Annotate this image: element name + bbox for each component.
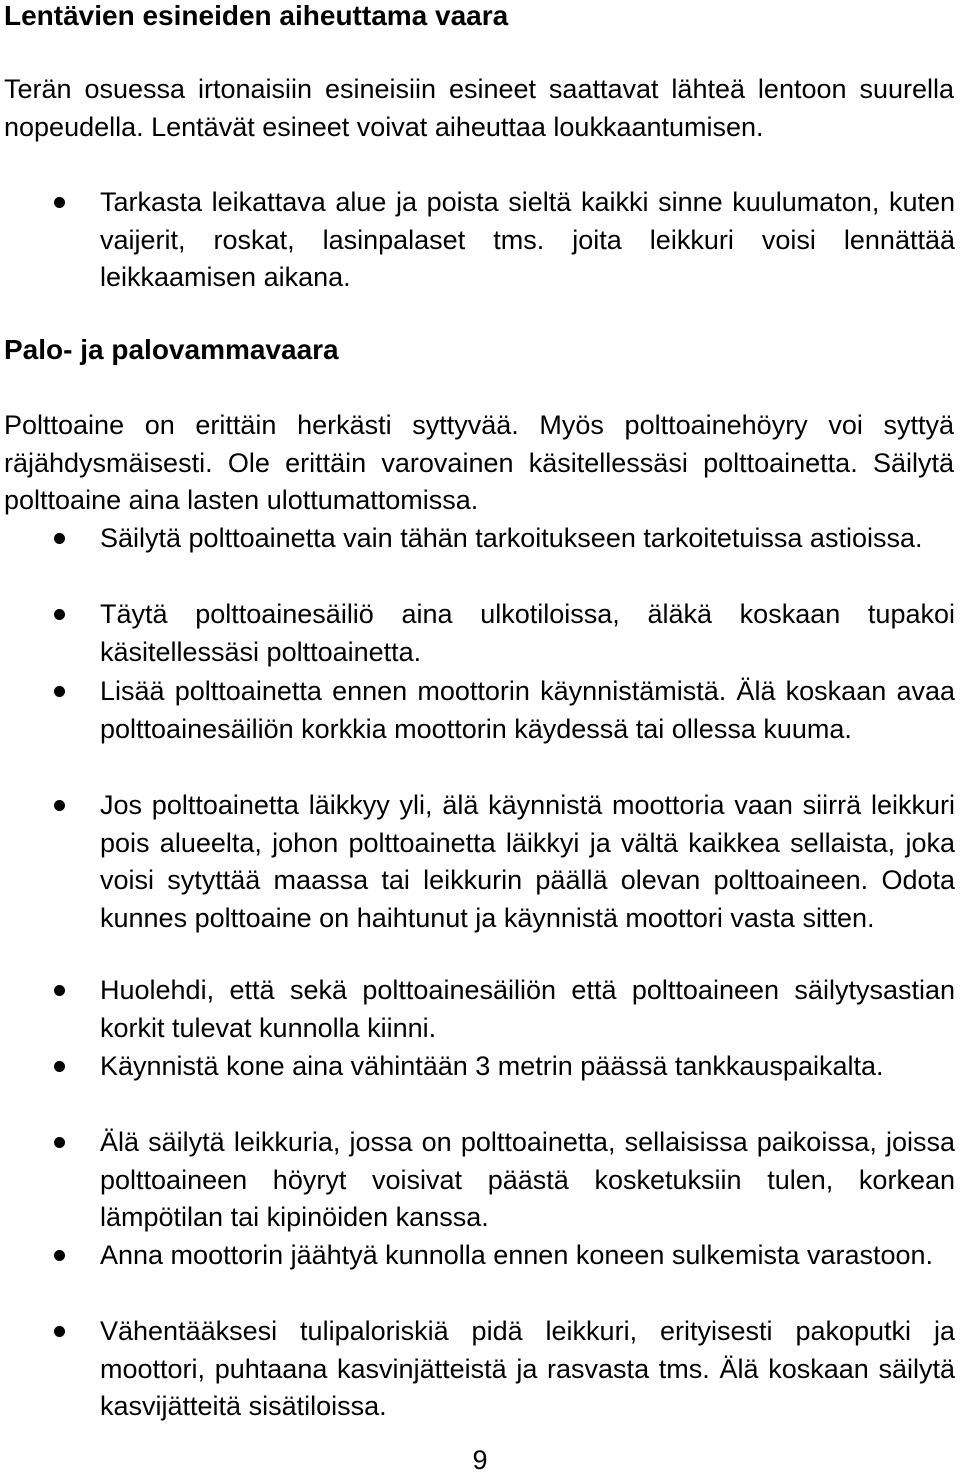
bullet-icon	[54, 1326, 65, 1337]
bullet-icon	[54, 1137, 65, 1148]
list-item	[100, 1313, 955, 1426]
list-item	[100, 673, 955, 748]
bullet-icon	[54, 686, 65, 697]
list-item-text: Täytä polttoainesäiliö aina ulkotiloissa, äläkä koskaan tupakoi käsitellessäsi polttoainetta.	[100, 599, 955, 667]
paragraph-fire-hazard: Polttoaine on erittäin herkästi syttyvää. Myös polttoainehöyry voi syttyä räjähdysmäisesti. Ole erittäin varovainen käsitellessäsi polttoainetta. Säilytä polttoaine aina lasten ulottumattomissa.	[4, 410, 954, 515]
page-number: 9	[472, 1445, 488, 1475]
list-item-text: Säilytä polttoainetta vain tähän tarkoitukseen tarkoitetuissa astioissa.	[100, 523, 923, 553]
list-item-text: Jos polttoainetta läikkyy yli, älä käynnistä moottoria vaan siirrä leikkuri pois alueelta, johon polttoainetta läikkyi ja vältä kaikkea sellaista, joka voisi sytyttää maassa tai leikkurin päällä olevan polttoaineen. Odota kunnes polttoaine on haihtunut ja käynnistä moottori vasta sitten.	[100, 790, 955, 933]
bullet-icon	[54, 197, 65, 208]
bullet-icon	[54, 1250, 65, 1261]
list-item	[100, 1124, 955, 1237]
list-item-text: Vähentääksesi tulipaloriskiä pidä leikkuri, erityisesti pakoputki ja moottori, puhtaana kasvinjätteistä ja rasvasta tms. Älä koskaan säilytä kasvijätteitä sisätiloissa.	[100, 1316, 955, 1421]
paragraph-flying-objects: Terän osuessa irtonaisiin esineisiin esineet saattavat lähteä lentoon suurella nopeudella. Lentävät esineet voivat aiheuttaa loukkaantumisen.	[4, 74, 954, 142]
bullet-icon	[54, 533, 65, 544]
list-item-text: Älä säilytä leikkuria, jossa on polttoainetta, sellaisissa paikoissa, joissa polttoaineen höyryt voisivat päästä kosketuksiin tulen, korkean lämpötilan tai kipinöiden kanssa.	[100, 1127, 955, 1232]
bullet-icon	[54, 609, 65, 620]
list-item	[100, 184, 955, 297]
list-item	[100, 1048, 955, 1086]
list-item	[100, 972, 955, 1047]
list-item	[100, 596, 955, 671]
bullet-icon	[54, 985, 65, 996]
section-heading-flying-objects: Lentävien esineiden aiheuttama vaara	[4, 0, 509, 31]
list-item-text: Lisää polttoainetta ennen moottorin käynnistämistä. Älä koskaan avaa polttoainesäiliön korkkia moottorin käydessä tai ollessa kuuma.	[100, 676, 955, 744]
list-item-text: Anna moottorin jäähtyä kunnolla ennen koneen sulkemista varastoon.	[100, 1240, 934, 1270]
section-heading-fire-hazard: Palo- ja palovammavaara	[4, 334, 339, 365]
list-item	[100, 1237, 955, 1275]
bullet-icon	[54, 800, 65, 811]
list-item-text: Käynnistä kone aina vähintään 3 metrin päässä tankkauspaikalta.	[100, 1051, 884, 1081]
list-item	[100, 520, 955, 558]
list-item-text: Huolehdi, että sekä polttoainesäiliön että polttoaineen säilytysastian korkit tulevat kunnolla kiinni.	[100, 975, 955, 1043]
list-item-text: Tarkasta leikattava alue ja poista sieltä kaikki sinne kuulumaton, kuten vaijerit, roskat, lasinpalaset tms. joita leikkuri voisi lennättää leikkaamisen aikana.	[100, 187, 955, 292]
list-item	[100, 787, 955, 937]
bullet-icon	[54, 1061, 65, 1072]
